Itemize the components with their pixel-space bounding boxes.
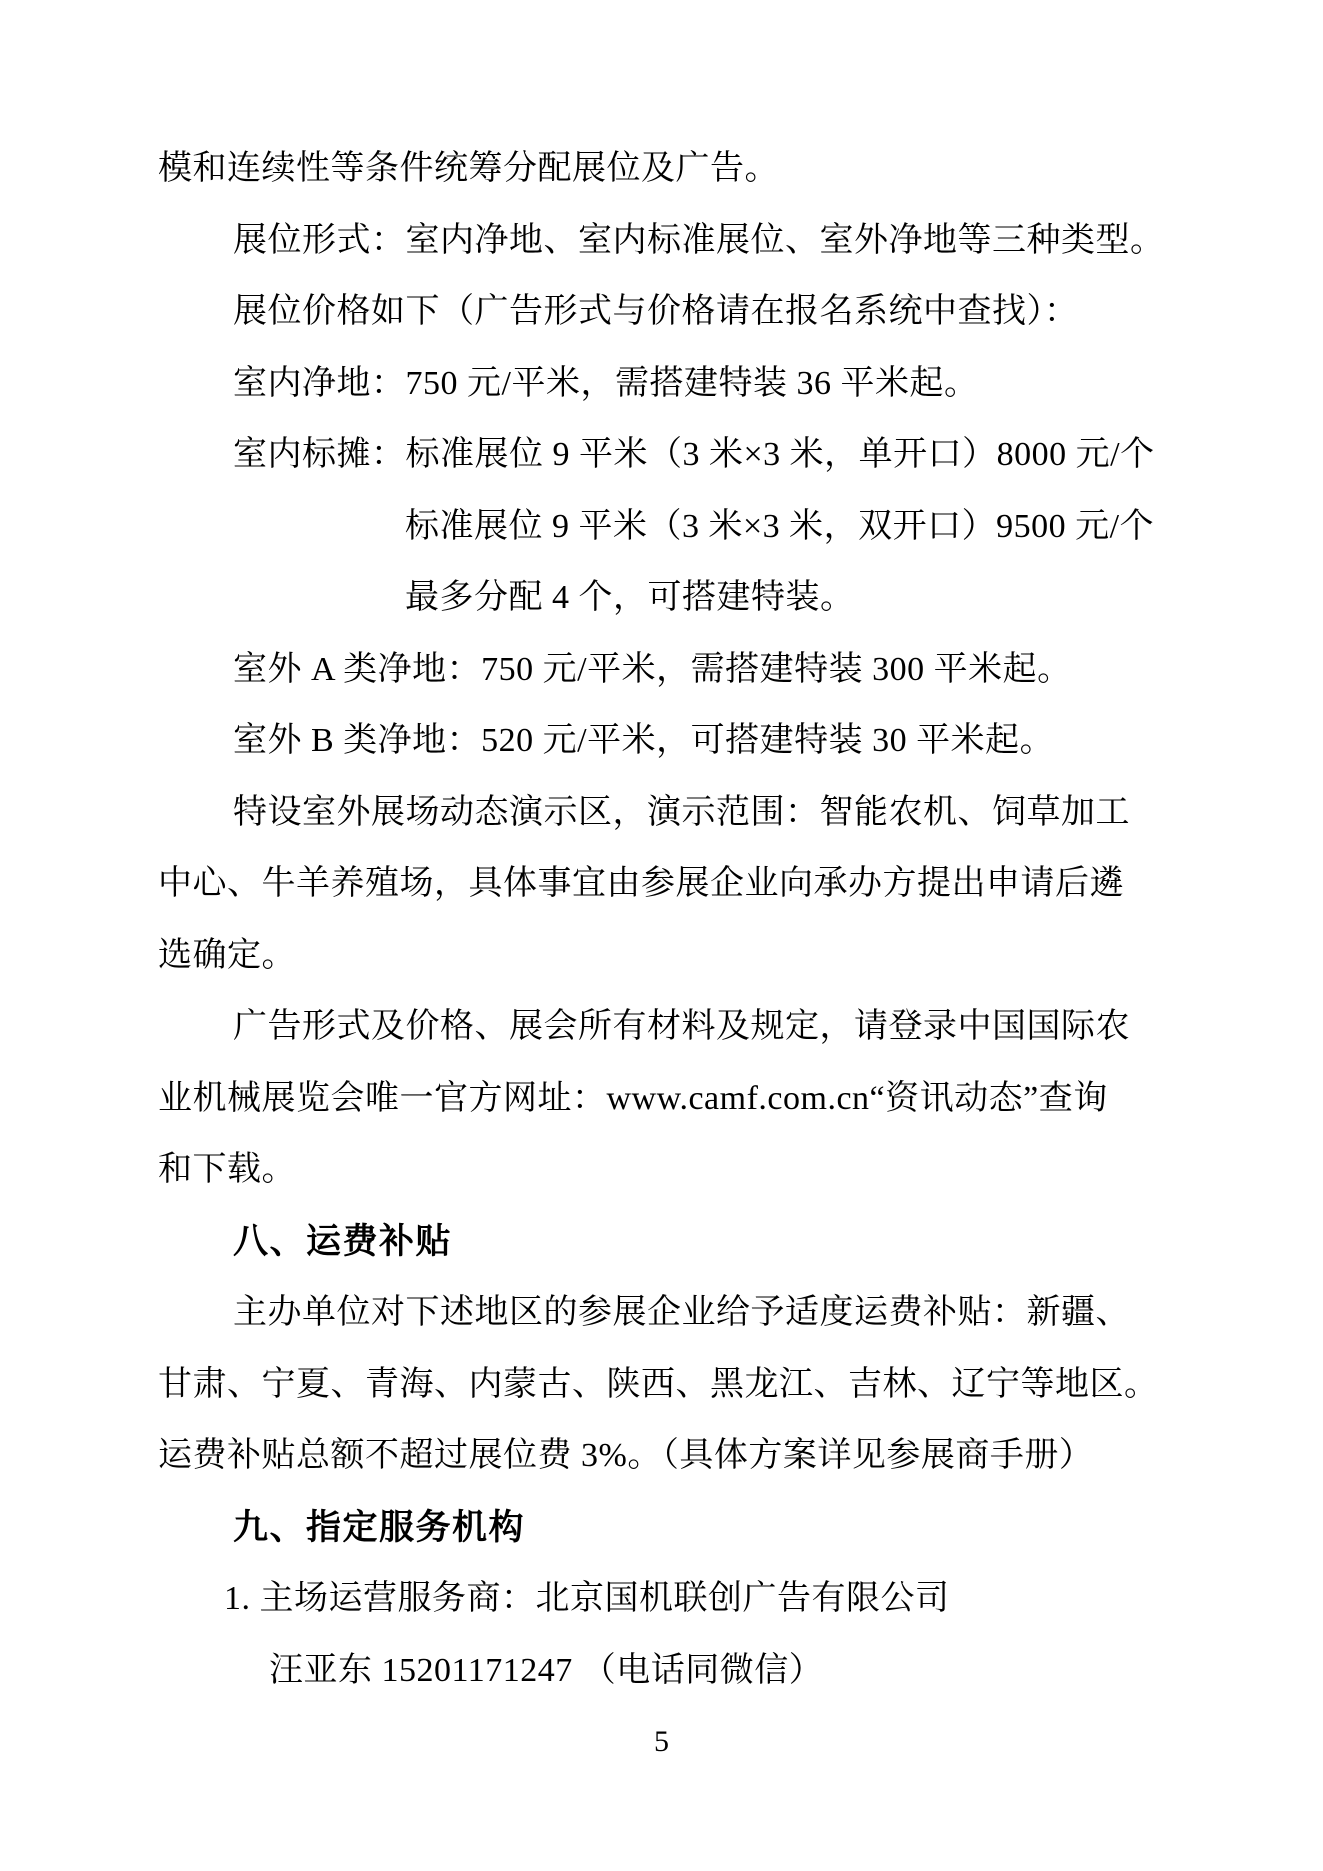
- text-line: 室内标摊：标准展位 9 平米（3 米×3 米，单开口）8000 元/个: [233, 436, 1155, 473]
- text-line: 标准展位 9 平米（3 米×3 米，双开口）9500 元/个: [405, 507, 1155, 545]
- text-line: 业机械展览会唯一官方网址：www.camf.com.cn“资讯动态”查询: [158, 1079, 1108, 1117]
- document-body: [158, 133, 1198, 1706]
- text-line: 主办单位对下述地区的参展企业给予适度运费补贴：新疆、: [233, 1294, 1130, 1331]
- section-heading: 八、运费补贴: [233, 1221, 453, 1261]
- text-line: 1. 主场运营服务商：北京国机联创广告有限公司: [224, 1580, 950, 1617]
- text-line: 汪亚东 15201171247 （电话同微信）: [269, 1651, 824, 1689]
- text-line: 广告形式及价格、展会所有材料及规定，请登录中国国际农: [233, 1008, 1130, 1045]
- text-line: 室外 B 类净地：520 元/平米，可搭建特装 30 平米起。: [233, 722, 1055, 759]
- text-line: 模和连续性等条件统筹分配展位及广告。: [158, 150, 779, 187]
- text-line: 室外 A 类净地：750 元/平米，需搭建特装 300 平米起。: [233, 650, 1072, 688]
- text-line: 运费补贴总额不超过展位费 3%。（具体方案详见参展商手册）: [158, 1437, 1094, 1474]
- text-line: 展位价格如下（广告形式与价格请在报名系统中查找）：: [233, 293, 1079, 330]
- text-line: 甘肃、宁夏、青海、内蒙古、陕西、黑龙江、吉林、辽宁等地区。: [158, 1365, 1159, 1403]
- section-heading: 九、指定服务机构: [233, 1507, 526, 1547]
- text-line: 特设室外展场动态演示区，演示范围：智能农机、饲草加工: [233, 793, 1130, 831]
- text-line: 选确定。: [158, 936, 296, 974]
- text-line: 和下载。: [158, 1151, 296, 1188]
- page-number: 5: [654, 1725, 669, 1758]
- text-line: 展位形式：室内净地、室内标准展位、室外净地等三种类型。: [233, 221, 1165, 259]
- text-line: 室内净地：750 元/平米，需搭建特装 36 平米起。: [233, 364, 979, 402]
- text-line: 最多分配 4 个，可搭建特装。: [405, 579, 855, 616]
- text-line: 中心、牛羊养殖场，具体事宜由参展企业向承办方提出申请后遴: [158, 865, 1124, 902]
